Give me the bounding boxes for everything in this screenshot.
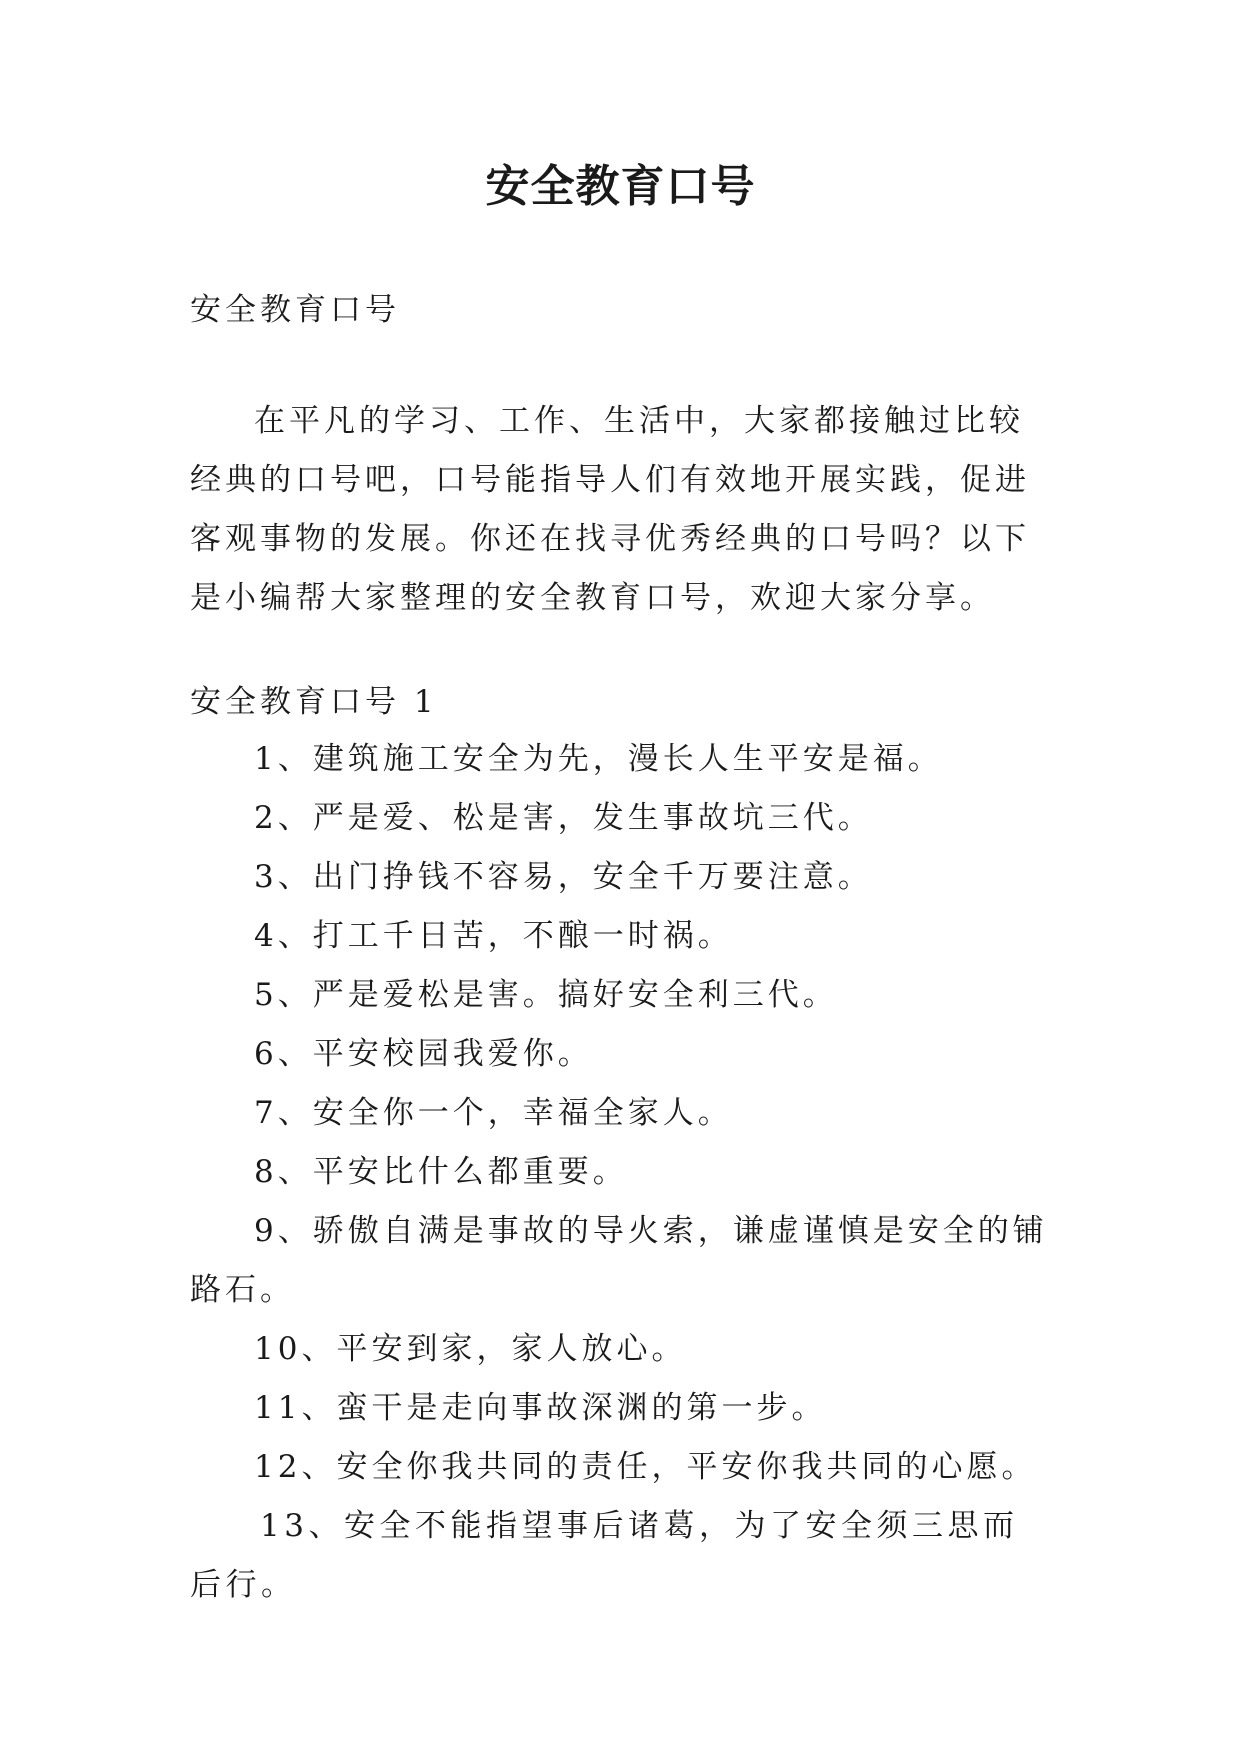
slogan-item: 4、打工千日苦，不酿一时祸。 (254, 918, 733, 954)
slogan-item: 11、蛮干是走向事故深渊的第一步。 (254, 1390, 827, 1426)
slogan-item: 12、安全你我共同的责任，平安你我共同的心愿。 (254, 1449, 1037, 1485)
slogan-item: 3、出门挣钱不容易，安全千万要注意。 (254, 859, 873, 895)
slogan-item: 6、平安校园我爱你。 (254, 1036, 593, 1072)
document-title: 安全教育口号 (485, 161, 756, 212)
slogan-item: 7、安全你一个，幸福全家人。 (254, 1095, 733, 1131)
intro-paragraph: 在平凡的学习、工作、生活中，大家都接触过比较经典的口号吧，口号能指导人们有效地开展实践，促进客观事物的发展。你还在找寻优秀经典的口号吗？以下是小编帮大家整理的安全教育口号，欢迎大家分享。 (190, 403, 1030, 616)
section-heading: 安全教育口号 1 (190, 684, 438, 720)
slogan-item: 5、严是爱松是害。搞好安全利三代。 (254, 977, 838, 1013)
slogan-item: 9、骄傲自满是事故的导火索，谦虚谨慎是安全的铺路石。 (190, 1213, 1048, 1308)
slogan-item: 1、建筑施工安全为先，漫长人生平安是福。 (254, 741, 943, 777)
document-body (190, 290, 1050, 1615)
slogan-list (190, 730, 1050, 1615)
slogan-item: 13、安全不能指望事后诸葛，为了安全须三思而后行。 (190, 1508, 1019, 1603)
document-subtitle: 安全教育口号 (190, 292, 400, 328)
slogan-item: 2、严是爱、松是害，发生事故坑三代。 (254, 800, 873, 836)
slogan-item: 8、平安比什么都重要。 (254, 1154, 628, 1190)
slogan-item: 10、平安到家，家人放心。 (254, 1331, 687, 1367)
